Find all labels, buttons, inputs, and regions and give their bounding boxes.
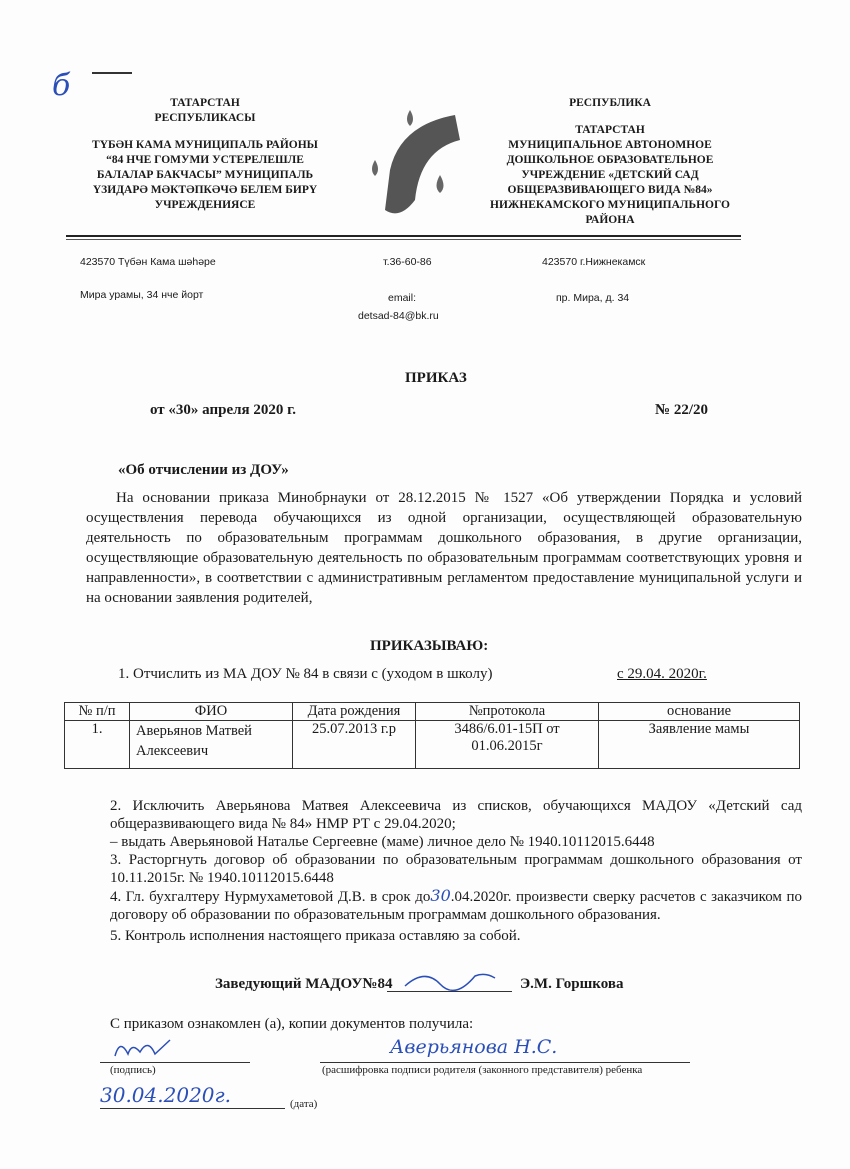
header-left-line: ТҮБӘН КАМА МУНИЦИПАЛЬ РАЙОНЫ <box>92 139 318 151</box>
header-right-line: ДОШКОЛЬНОЕ ОБРАЗОВАТЕЛЬНОЕ <box>506 154 714 166</box>
items-block <box>110 797 802 945</box>
header-right-line: ТАТАРСТАН <box>575 124 645 136</box>
header-right <box>470 96 750 228</box>
column-header: ФИО <box>130 703 293 721</box>
table-row <box>65 721 800 769</box>
handwritten-day: 30 <box>430 886 451 905</box>
header-right-line: РАЙОНА <box>585 214 635 226</box>
item-1: 1. Отчислить из МА ДОУ № 84 в связи с (уходом в школу) <box>118 666 493 682</box>
column-header: №протокола <box>416 703 599 721</box>
header-right-line <box>470 111 750 123</box>
header-left-line <box>70 126 340 138</box>
header-left-line: ҮЗИДАРӘ МӘКТӘПКӘЧӘ БЕЛЕМ БИРҮ <box>92 184 318 196</box>
signature-line <box>100 1062 250 1063</box>
item-4-text: 4. Гл. бухгалтеру Нурмухаметовой Д.В. в срок до <box>110 889 431 905</box>
page-mark: б <box>52 68 71 103</box>
header-right-line: РЕСПУБЛИКА <box>569 97 651 109</box>
email: detsad-84@bk.ru <box>358 310 439 322</box>
order-date: от «30» апреля 2020 г. <box>150 402 297 418</box>
cell-birthdate: 25.07.2013 г.р <box>293 721 416 769</box>
parent-signature-icon <box>110 1034 180 1062</box>
head-title: Заведующий МАДОУ№84 <box>215 976 393 992</box>
parent-name-handwritten: Аверьянова Н.С. <box>390 1036 558 1058</box>
head-signature-icon <box>400 966 500 994</box>
header-right-line: МУНИЦИПАЛЬНОЕ АВТОНОМНОЕ <box>508 139 712 151</box>
phone: т.36-60-86 <box>383 256 432 268</box>
header-left-line: УЧРЕЖДЕНИЯСЕ <box>154 199 256 211</box>
column-header: № п/п <box>65 703 130 721</box>
date-label: (дата) <box>290 1098 318 1110</box>
header-right-line: УЧРЕЖДЕНИЕ «ДЕТСКИЙ САД <box>521 169 699 181</box>
header-left-line: БАЛАЛАР БАКЧАСЫ” МУНИЦИПАЛЬ <box>96 169 314 181</box>
address-right-2: пр. Мира, д. 34 <box>556 292 630 304</box>
header-left-line: ТАТАРСТАН <box>170 97 240 109</box>
address-left-2: Мира урамы, 34 нче йорт <box>80 289 204 301</box>
head-name: Э.М. Горшкова <box>520 976 624 992</box>
order-title: ПРИКАЗ <box>405 370 467 386</box>
email-label: email: <box>388 292 417 304</box>
children-table <box>64 702 800 769</box>
header-left-line: “84 НЧЕ ГОМУМИ УСТЕРЕЛЕШЛЕ <box>106 154 304 166</box>
decode-line <box>320 1062 690 1063</box>
decode-label: (расшифровка подписи родителя (законного представителя) ребенка <box>322 1064 643 1076</box>
address-left-1: 423570 Түбән Кама шәһәре <box>80 256 216 268</box>
item-3: 3. Расторгнуть договор об образовании по образовательным программам дошкольного образования от 10.11.2015г. № 1940.10112015.6448 <box>110 852 802 886</box>
dash <box>92 72 132 74</box>
address-right-1: 423570 г.Нижнекамск <box>542 256 646 268</box>
item-4 <box>110 887 802 924</box>
column-header: основание <box>599 703 800 721</box>
item-4-text-2: .04.2020г. произвести сверку расчетов с заказчиком по договору об образовании по образовательным программам дошкольного образования. <box>110 889 802 923</box>
acquaintance-text: С приказом ознакомлен (а), копии документов получила: <box>110 1016 474 1032</box>
order-number: № 22/20 <box>655 402 708 418</box>
item-2b: – выдать Аверьяновой Наталье Сергеевне (маме) личное дело № 1940.10112015.6448 <box>110 834 655 850</box>
column-header: Дата рождения <box>293 703 416 721</box>
table-header-row <box>65 703 800 721</box>
logo-icon <box>360 100 470 230</box>
header-right-line: НИЖНЕКАМСКОГО МУНИЦИПАЛЬНОГО <box>490 199 730 211</box>
cell-protocol: 3486/6.01-15П от 01.06.2015г <box>416 721 599 769</box>
item-2: 2. Исключить Аверьянова Матвея Алексеевича из списков, обучающихся МАДОУ «Детский сад общеразвивающего вида № 84» НМР РТ с 29.04.2020; <box>110 798 802 832</box>
cell-basis: Заявление мамы <box>599 721 800 769</box>
header-divider <box>66 235 741 240</box>
date-handwritten: 30.04.2020г. <box>100 1083 231 1107</box>
decree-heading: ПРИКАЗЫВАЮ: <box>370 638 489 654</box>
cell-number: 1. <box>65 721 130 769</box>
header-left <box>70 96 340 213</box>
order-subject: «Об отчислении из ДОУ» <box>118 462 289 478</box>
item-1-date: с 29.04. 2020г. <box>617 666 707 682</box>
item-5: 5. Контроль исполнения настоящего приказа оставляю за собой. <box>110 928 521 944</box>
date-line <box>100 1108 285 1109</box>
header-left-line: РЕСПУБЛИКАСЫ <box>154 112 256 124</box>
signature-label: (подпись) <box>110 1064 156 1076</box>
cell-name: Аверьянов Матвей Алексеевич <box>130 721 293 769</box>
preamble: На основании приказа Минобрнауки от 28.12.2015 № 1527 «Об утверждении Порядка и условий осуществления перевода обучающихся из одной организации, осуществляющей образовательную деятельность по образовательным программам дошкольного образования, в другие организации, осуществляющие образовательную деятельность по образовательным программам соответствующих уровня и направленности», в соответствии с административным регламентом предоставление муниципальной услуги и на основании заявления родителей, <box>86 490 802 606</box>
header-right-line: ОБЩЕРАЗВИВАЮЩЕГО ВИДА №84» <box>507 184 713 196</box>
